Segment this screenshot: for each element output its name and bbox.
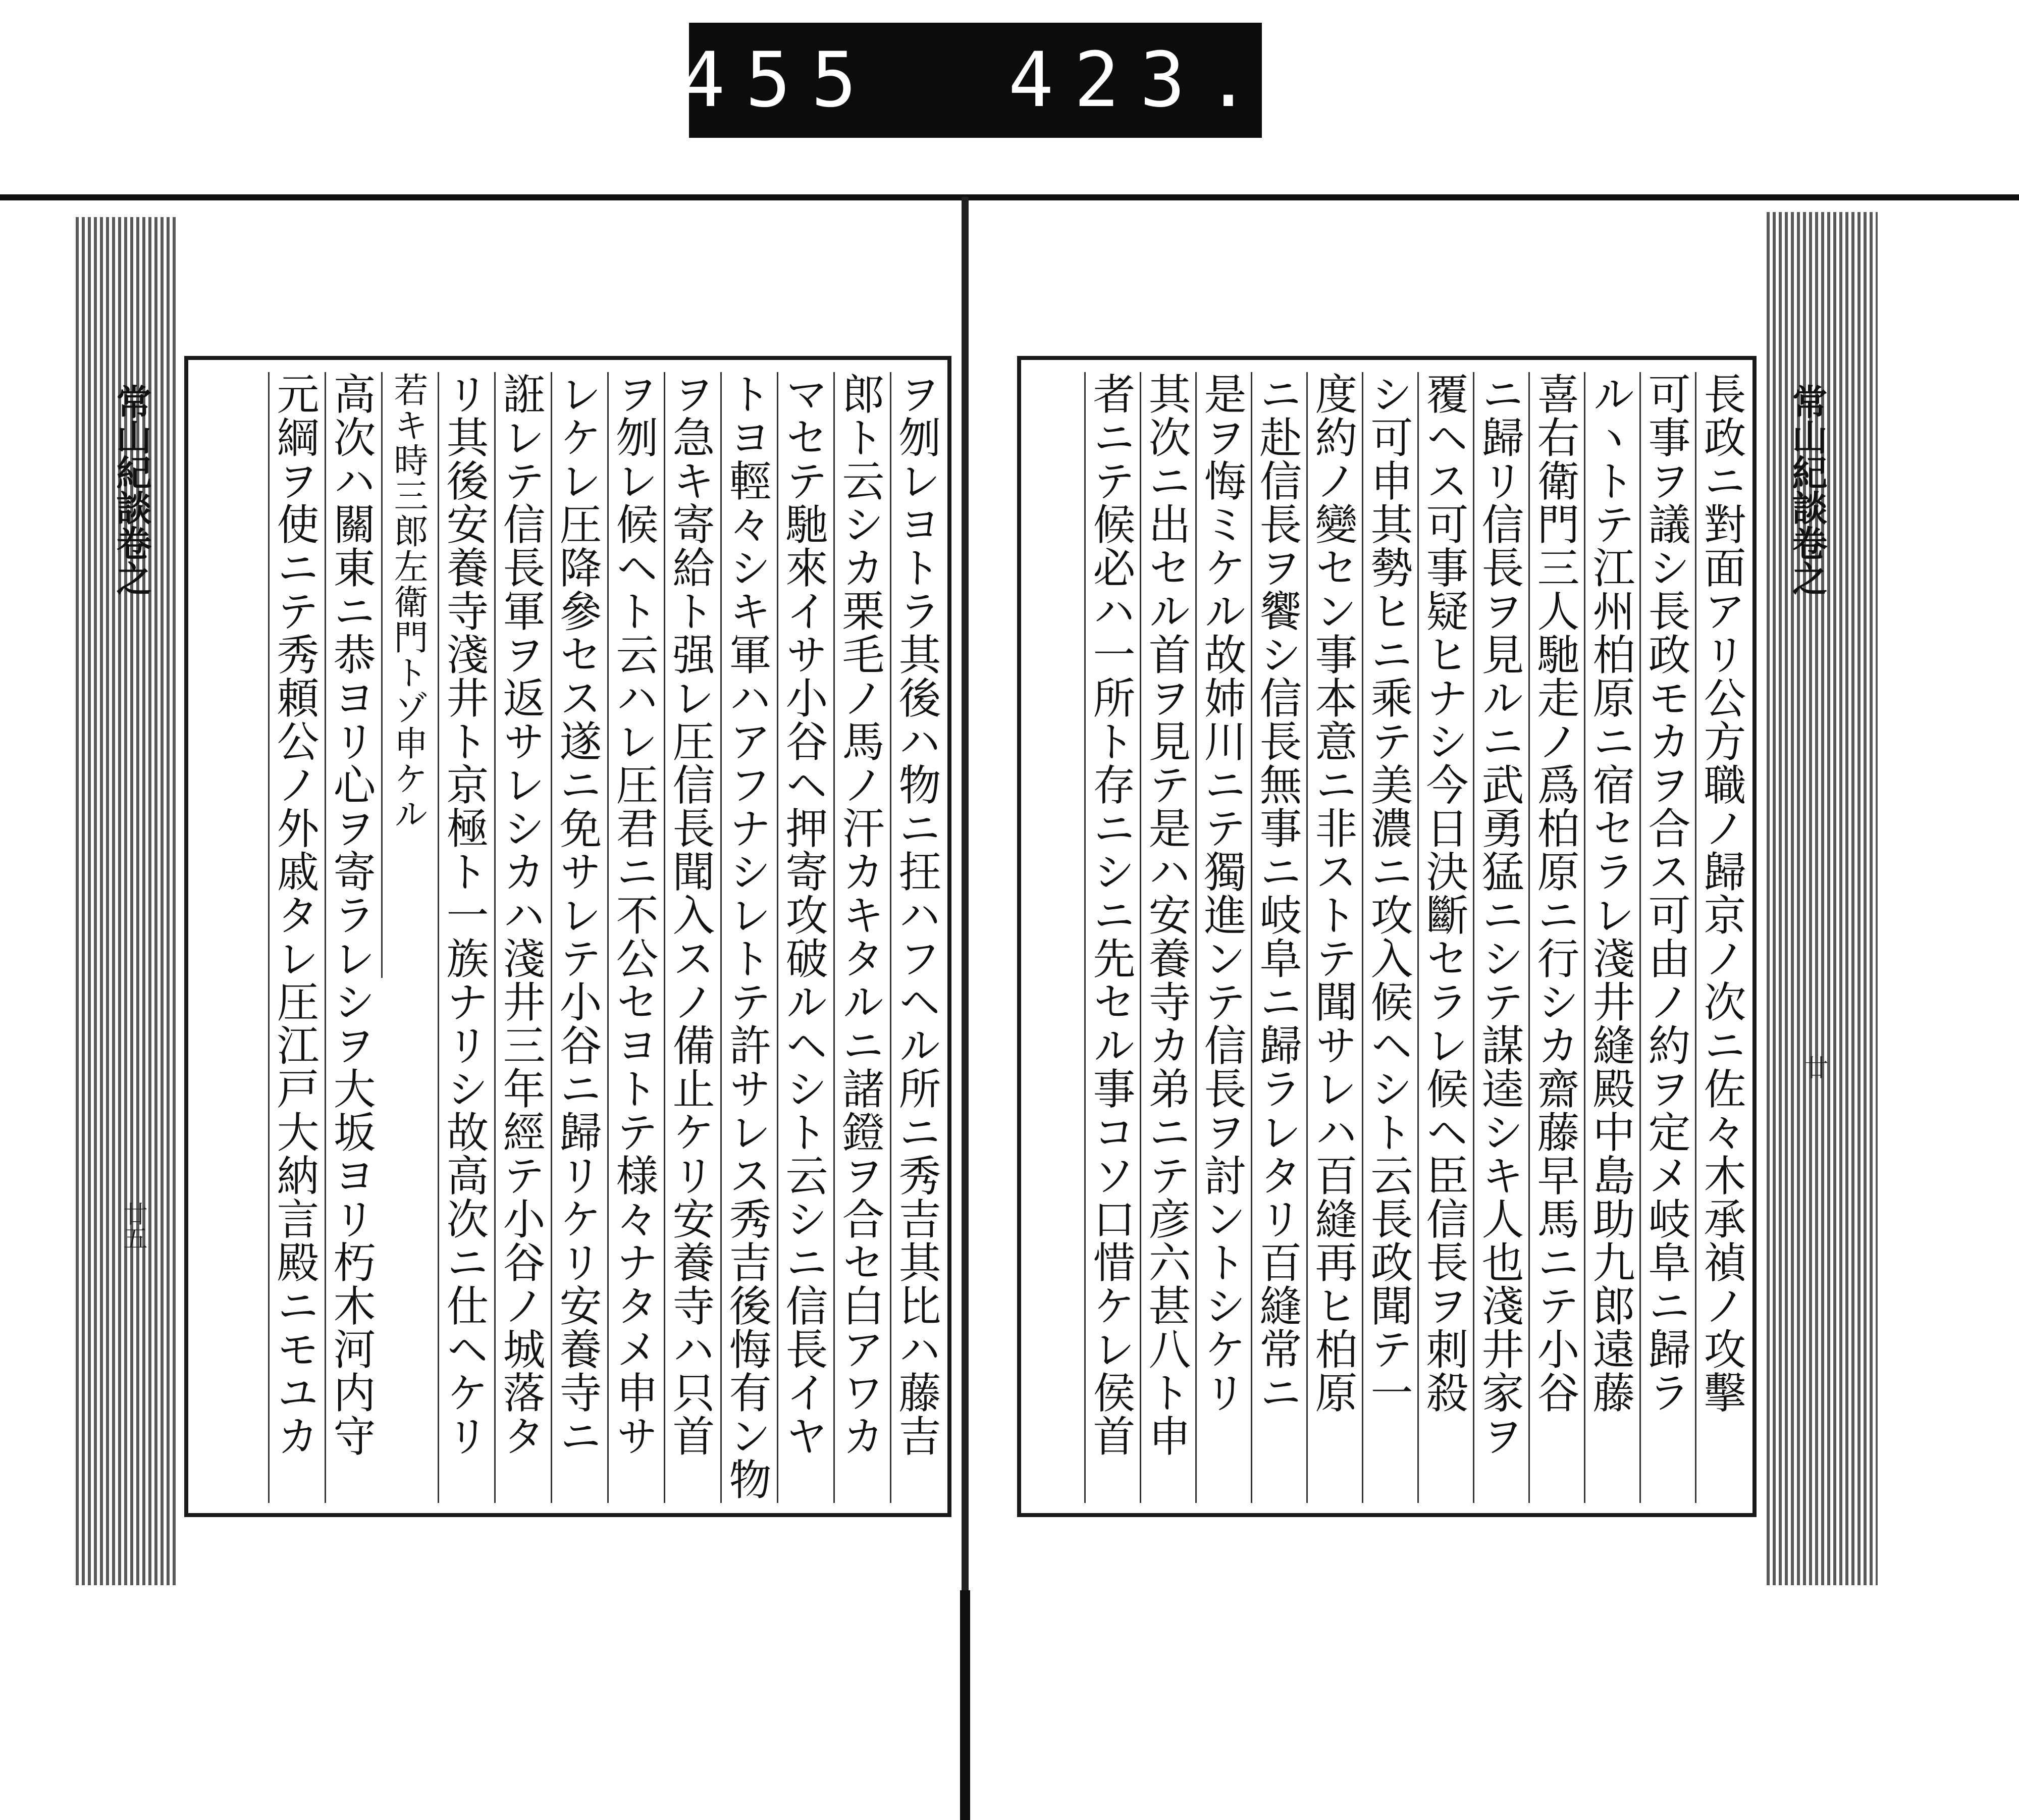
right-page-column: 可事ヲ議シ長政モカヲ合ス可由ノ約ヲ定メ岐阜ニ歸ラ xyxy=(1639,372,1691,1503)
catalog-number-right: 423. xyxy=(1008,36,1271,124)
right-page-column: ルヽトテ江州柏原ニ宿セラレ淺井縫殿中島助九郎遠藤 xyxy=(1584,372,1636,1503)
left-page-column: マセテ馳來イサ小谷ヘ押寄攻破ルヘシト云シニ信長イヤ xyxy=(777,372,829,1503)
catalog-number-plate xyxy=(679,23,1271,138)
left-page-column: 元綱ヲ使ニテ秀頼公ノ外戚タレ圧江戸大納言殿ニモユカ xyxy=(268,372,320,1503)
right-page-column: 長政ニ對面アリ公方職ノ歸京ノ次ニ佐々木承禎ノ攻擊 xyxy=(1695,372,1747,1503)
right-margin-title: 常山紀談卷之 xyxy=(1786,384,1828,596)
left-page-column: トヨ輕々シキ軍ハアフナシレトテ許サレス秀吉後悔有ン物 xyxy=(720,372,772,1503)
right-page-column: ニ歸リ信長ヲ見ルニ武勇猛ニシテ謀逵シキ人也淺井家ヲ xyxy=(1473,372,1525,1503)
right-page-column: シ可申其勢ヒニ乘テ美濃ニ攻入候ヘシト云長政聞テ一 xyxy=(1362,372,1414,1503)
left-page-column: 高次ハ關東ニ恭ヨリ心ヲ寄ラレシヲ大坂ヨリ朽木河内守 xyxy=(325,372,377,1503)
left-page-column: レケレ圧降參セス遂ニ免サレテ小谷ニ歸リケリ安養寺ニ xyxy=(551,372,603,1503)
book-spine-lower xyxy=(960,1590,970,1820)
right-page-column: 喜右衛門三人馳走ノ爲柏原ニ行シカ齋藤早馬ニテ小谷 xyxy=(1528,372,1580,1503)
left-page-column: 郎ト云シカ栗毛ノ馬ノ汗カキタルニ諸鐙ヲ合セ白アワカ xyxy=(833,372,885,1503)
left-page-column: ヲ刎レヨトラ其後ハ物ニ抂ハフヘル所ニ秀吉其比ハ藤吉 xyxy=(890,372,942,1503)
catalog-number-left: 455 xyxy=(679,36,877,124)
book-spine xyxy=(962,197,969,1820)
left-page xyxy=(184,356,951,1517)
right-page-column: 覆ヘス可事疑ヒナシ今日決斷セラレ候ヘ臣信長ヲ刺殺 xyxy=(1417,372,1469,1503)
left-page-column: ヲ刎レ候ヘト云ハレ圧君ニ不公セヨトテ様々ナタメ申サ xyxy=(607,372,659,1503)
left-margin-title: 常山紀談卷之 xyxy=(111,384,152,596)
left-folio: 廿五 xyxy=(119,1202,147,1250)
right-page-column: 是ヲ悔ミケル故姉川ニテ獨進ンテ信長ヲ討ントシケリ xyxy=(1195,372,1247,1503)
right-page xyxy=(1017,356,1757,1517)
left-page-column: 若キ時三郎左衛門トゾ申ケル xyxy=(381,372,433,978)
top-rule xyxy=(0,194,2019,200)
right-page-column: 者ニテ候必ハ一所ト存ニシニ先セル事コソ口惜ケレ侯首 xyxy=(1084,372,1136,1503)
left-page-column: ヲ急キ寄給ト强レ圧信長聞入スノ備止ケリ安養寺ハ只首 xyxy=(664,372,716,1503)
right-page-column: 度約ノ變セン事本意ニ非ストテ聞サレハ百縫再ヒ柏原 xyxy=(1306,372,1358,1503)
right-page-column: ニ赴信長ヲ饗シ信長無事ニ岐阜ニ歸ラレタリ百縫常ニ xyxy=(1251,372,1303,1503)
left-page-column: リ其後安養寺淺井ト京極ト一族ナリシ故高次ニ仕ヘケリ xyxy=(438,372,490,1503)
right-folio: 廿 xyxy=(1800,1055,1828,1079)
left-page-column: 誑レテ信長軍ヲ返サレシカハ淺井三年經テ小谷ノ城落タ xyxy=(494,372,546,1503)
right-page-column: 其次ニ出セル首ヲ見テ是ハ安養寺カ弟ニテ彦六甚八ト申 xyxy=(1140,372,1192,1503)
